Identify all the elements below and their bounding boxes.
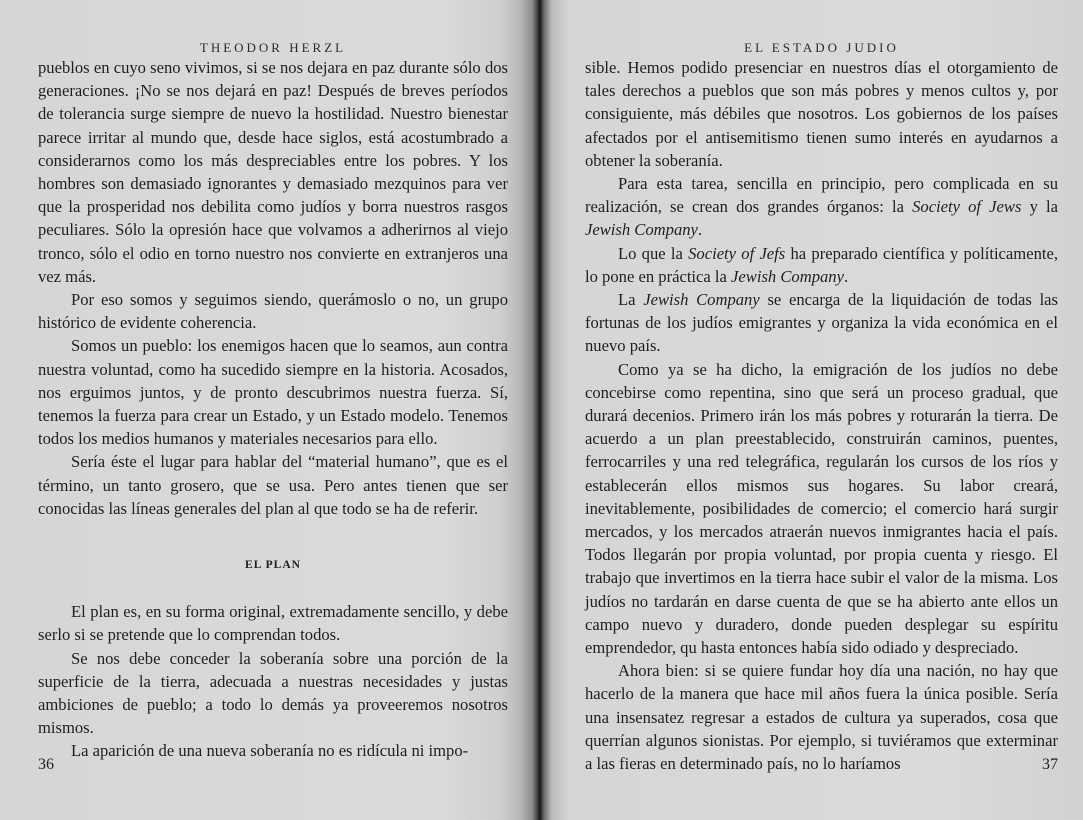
italic-term: Jewish Company <box>643 290 760 310</box>
left-page-body <box>38 56 508 763</box>
paragraph: Como ya se ha dicho, la emigración de los judíos no debe concebirse como repentina, sino que será un proceso gradual, que durará decenios. Primero irán los más pobres y roturarán la tierra. De acuerdo a un plan preestablecido, construirán caminos, puentes, ferrocarriles y una red telegráfica, regularán los cursos de los ríos y establecerán ellos mismos sus hogares. Su labor creará, inevitablemente, posibilidades de comercio; el comercio hará surgir mercados, y los mercados atraerán nuevos inmigrantes hacia el país. Todos llegarán por propia voluntad, por propia cuenta y riesgo. El trabajo que invertimos en la tierra hace subir el valor de la misma. Los judíos no tardarán en darse cuenta de que se ha abierto ante ellos un campo nuevo y duradero, donde pueden desplegar su espíritu emprendedor, qu hasta entonces había sido odiado y despreciado. <box>585 359 1058 658</box>
paragraph: Sería éste el lugar para hablar del “material humano”, que es el término, un tanto grosero, que se usa. Pero antes tienen que ser conocidas las líneas generales del plan al que todo se ha de referir. <box>38 452 508 518</box>
right-page-body <box>585 56 1058 775</box>
italic-term: Jewish Company <box>585 220 698 240</box>
paragraph: Ahora bien: si se quiere fundar hoy día una nación, no hay que hacerlo de la manera que hace mil años fuera la única posible. Sería una insensatez regresar a estados de cultura ya superados, cosa que querrían algunos sionistas. Por ejemplo, si tuviéramos que exterminar a las fieras en determinado país, no lo haríamos <box>585 661 1058 774</box>
paragraph <box>585 172 1058 242</box>
section-title: EL PLAN <box>245 559 301 572</box>
text: ha preparado científica y políticamente, lo pone en práctica la <box>585 243 1058 286</box>
running-head-title: EL ESTADO JUDIO <box>744 40 899 55</box>
running-head-author: THEODOR HERZL <box>199 40 347 55</box>
text: La <box>618 290 644 310</box>
paragraph: Se nos debe conceder la soberanía sobre una porción de la superficie de la tierra, adecuada a nuestras necesidades y justas ambiciones de pueblo; a todo lo demás ya proveeremos nosotros mismos. <box>38 648 508 738</box>
paragraph: sible. Hemos podido presenciar en nuestros días el otorgamiento de tales derechos a pueblos que son más pobres y menos cultos y, por consiguiente, más débiles que nosotros. Los gobiernos de los países afectados por el antisemitismo tienen sumo interés en ayudarnos a obtener la soberanía. <box>585 58 1058 170</box>
paragraph <box>585 242 1058 288</box>
text: Para esta tarea, sencilla en principio, pero complicada en su realización, se crean dos grandes órganos: la <box>585 174 1058 217</box>
paragraph: La aparición de una nueva soberanía no es ridícula ni impo- <box>71 741 469 761</box>
page-number: 36 <box>38 756 54 773</box>
paragraph: pueblos en cuyo seno vivimos, si se nos dejara en paz durante sólo dos generaciones. ¡No se nos dejará en paz! Después de breves períodos de tolerancia surge siempre de nuevo la hostilidad. Nuestro bienestar parece irritar al mundo que, desde hace siglos, está acostumbrado a considerarnos como los más despreciables entre los pobres. Y los hombres son demasiado ignorantes y demasiado mezquinos para ver que la prosperidad nos debilita como judíos y borra nuestros rasgos peculiares. Sólo la opresión hace que volvamos a adherirnos al viejo tronco, sólo el odio en torno nuestro nos convierte en extranjeros una vez más. <box>38 58 508 286</box>
left-page <box>0 0 540 820</box>
text: . <box>697 220 703 240</box>
paragraph: El plan es, en su forma original, extremadamente sencillo, y debe serlo si se pretende que lo comprendan todos. <box>38 602 508 645</box>
paragraph <box>585 288 1058 358</box>
right-page <box>540 0 1083 820</box>
paragraph: Somos un pueblo: los enemigos hacen que lo seamos, aun contra nuestra voluntad, como ha sucedido siempre en la historia. Acosados, nos erguimos juntos, y de pronto descubrimos nuestra fuerza. Sí, tenemos la fuerza para crear un Estado, y un Estado modelo. Tenemos todos los medios humanos y materiales necesarios para ello. <box>38 336 508 449</box>
text: Lo que la <box>618 243 689 263</box>
page-number: 37 <box>1042 756 1058 773</box>
text: se encarga de la liquidación de todas las fortunas de los judíos emigrantes y organiza la vida económica en el nuevo país. <box>585 290 1059 356</box>
text: y la <box>1021 197 1058 217</box>
text: . <box>843 266 849 286</box>
paragraph: Por eso somos y seguimos siendo, querámoslo o no, un grupo histórico de evidente coherencia. <box>38 290 508 333</box>
italic-term: Society of Jefs <box>688 243 786 263</box>
italic-term: Jewish Company <box>731 266 844 286</box>
italic-term: Society of Jews <box>912 197 1022 217</box>
